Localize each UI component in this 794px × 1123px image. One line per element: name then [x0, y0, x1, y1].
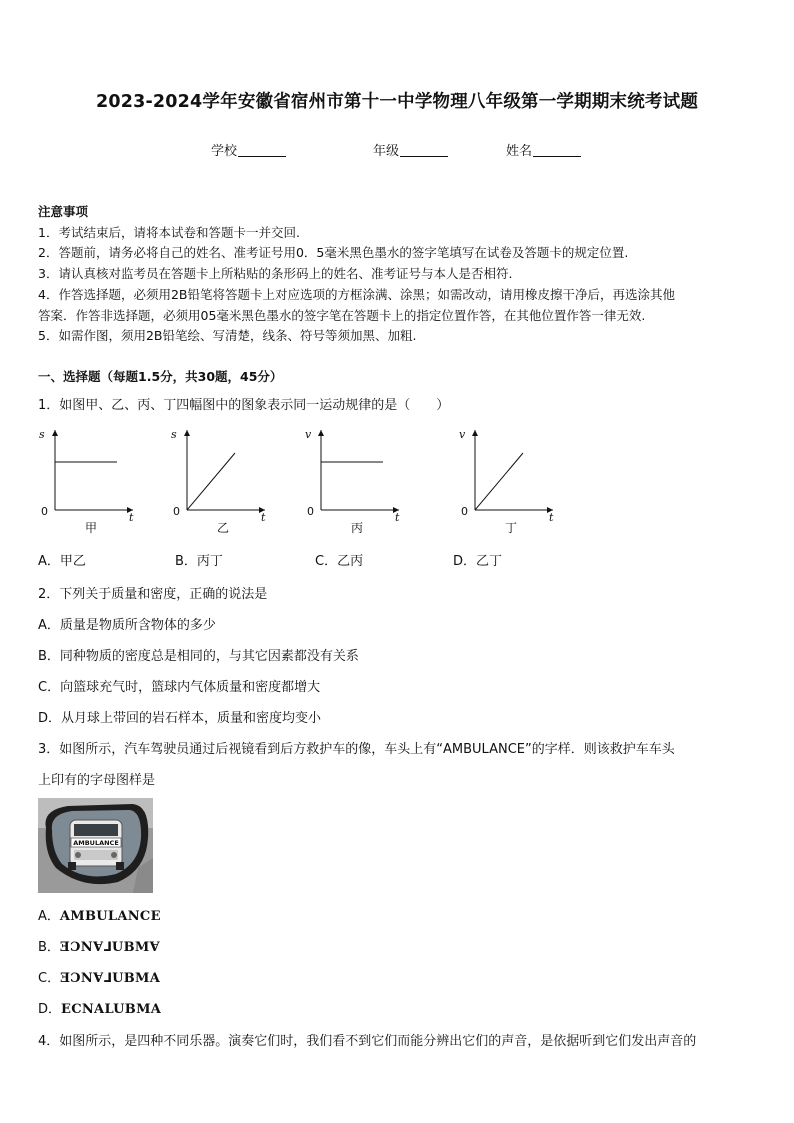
q3-option-c[interactable]	[38, 967, 160, 986]
section-heading: 一、选择题（每题1.5分，共30题，45分）	[38, 369, 283, 384]
q1-option-c[interactable]: C．乙丙	[315, 554, 364, 569]
y-axis-label: s	[39, 428, 45, 441]
q3-option-a-letter: A．	[38, 909, 60, 924]
origin-label: 0	[41, 505, 48, 518]
graph-4	[459, 428, 554, 535]
notes-heading: 注意事项	[38, 204, 89, 219]
x-axis-label: t	[549, 511, 554, 524]
question-4-stem: 4．如图所示，是四种不同乐器。演奏它们时，我们看不到它们而能分辨出它们的声音，是依据听到它们发出声音的	[38, 1034, 697, 1049]
name-label: 姓名	[506, 144, 533, 159]
school-label: 学校	[211, 144, 238, 159]
note-item: 答案．作答非选择题，必须用05毫米黑色墨水的签字笔在答题卡上的指定位置作答，在其他位置作答一律无效.	[38, 307, 646, 323]
y-axis-label: v	[459, 428, 466, 441]
note-item: 1．考试结束后，请将本试卷和答题卡一并交回.	[38, 224, 300, 240]
name-blank	[533, 156, 581, 157]
exam-title: 2023-2024学年安徽省宿州市第十一中学物理八年级第一学期期末统考试题	[95, 92, 699, 112]
note-item: 2．答题前，请务必将自己的姓名、准考证号用0．5毫米黑色墨水的签字笔填写在试卷及答题卡的规定位置.	[38, 245, 629, 261]
name-field	[506, 140, 581, 159]
note-item: 3．请认真核对监考员在答题卡上所粘贴的条形码上的姓名、准考证号与本人是否相符.	[38, 266, 513, 282]
x-axis-label: t	[261, 511, 266, 524]
graph-caption: 丁	[505, 521, 518, 535]
x-axis-label: t	[395, 511, 400, 524]
graph-line	[475, 453, 523, 510]
graph-caption: 甲	[85, 521, 98, 535]
graph-1	[39, 428, 134, 535]
grade-label: 年级	[373, 144, 400, 159]
q3-option-b-letter: B．	[38, 940, 60, 955]
q3-option-b[interactable]	[38, 936, 160, 955]
note-item: 5．如需作图，须用2B铅笔绘、写清楚，线条、符号等须加黑、加粗.	[38, 328, 417, 344]
graph-caption: 丙	[351, 521, 364, 535]
graph-2	[171, 428, 266, 535]
note-item: 4．作答选择题，必须用2B铅笔将答题卡上对应选项的方框涂满、涂黑；如需改动，请用橡皮擦干净后，再选涂其他	[38, 286, 675, 302]
q1-option-b[interactable]: B．丙丁	[175, 554, 223, 569]
grade-blank	[400, 156, 448, 157]
q3-option-a[interactable]	[38, 905, 161, 924]
question-3-stem-line2: 上印有的字母图样是	[38, 773, 156, 788]
q3-option-a-text: AMBULANCE	[59, 909, 161, 924]
q2-option-b[interactable]: B．同种物质的密度总是相同的，与其它因素都没有关系	[38, 649, 359, 664]
q2-option-a[interactable]: A．质量是物质所含物体的多少	[38, 618, 216, 633]
q3-option-c-letter: C．	[38, 971, 61, 986]
q1-option-d[interactable]: D．乙丁	[453, 554, 503, 569]
q1-graphs	[30, 420, 590, 545]
q2-option-d[interactable]: D．从月球上带回的岩石样本，质量和密度均变小	[38, 711, 322, 726]
y-axis-label: s	[171, 428, 177, 441]
q3-option-d-letter: D．	[38, 1002, 62, 1017]
school-blank	[238, 156, 286, 157]
question-2-stem: 2．下列关于质量和密度，正确的说法是	[38, 587, 268, 602]
q2-option-c[interactable]: C．向篮球充气时，篮球内气体质量和密度都增大	[38, 680, 321, 695]
graph-3	[305, 428, 400, 535]
origin-label: 0	[173, 505, 180, 518]
school-field	[211, 140, 286, 159]
image-ambulance-text: AMBULANCE	[73, 839, 119, 847]
graph-caption: 乙	[217, 521, 230, 535]
question-1-stem: 1．如图甲、乙、丙、丁四幅图中的图象表示同一运动规律的是（ ）	[38, 398, 450, 413]
q3-option-d[interactable]	[38, 998, 161, 1017]
notes-block	[38, 202, 758, 347]
origin-label: 0	[307, 505, 314, 518]
rearview-mirror-image	[38, 798, 153, 893]
grade-field	[373, 140, 448, 159]
origin-label: 0	[461, 505, 468, 518]
y-axis-label: v	[305, 428, 312, 441]
graph-line	[187, 453, 235, 510]
question-3-stem-line1: 3．如图所示，汽车驾驶员通过后视镜看到后方救护车的像，车头上有“AMBULANCE”的字样．则该救护车车头	[38, 742, 675, 757]
q3-option-c-text: ƎƆNⱯ⅃UBMA	[60, 971, 161, 986]
q3-option-d-text: ECNALUBMA	[61, 1002, 162, 1017]
q1-option-a[interactable]: A．甲乙	[38, 554, 86, 569]
q3-option-b-text: ƎƆNⱯ⅃UBMⱯ	[59, 940, 160, 955]
x-axis-label: t	[129, 511, 134, 524]
